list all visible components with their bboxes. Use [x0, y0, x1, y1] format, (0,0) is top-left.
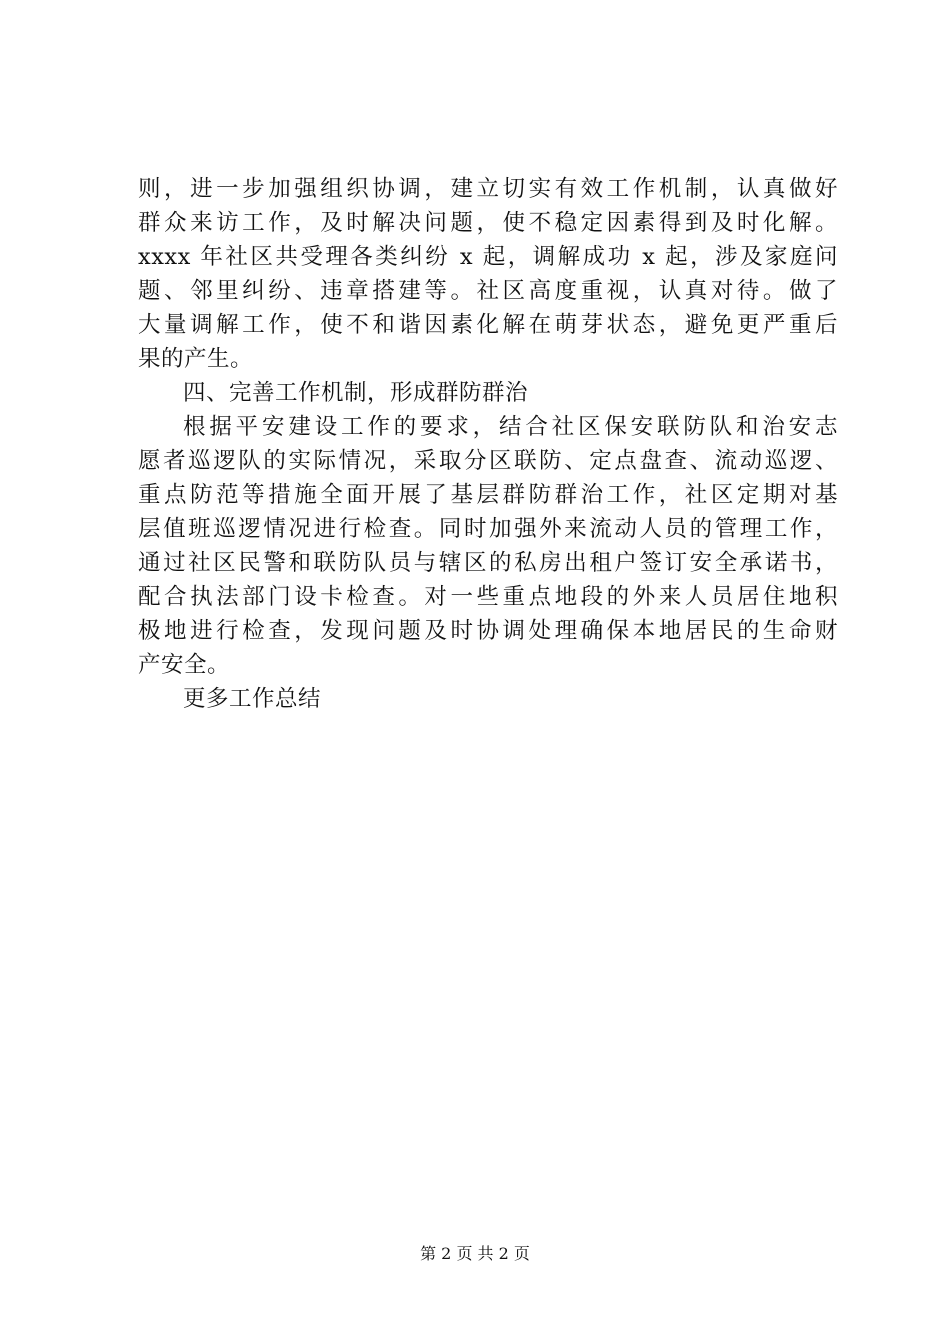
document-body [138, 172, 838, 716]
paragraph-line: 大量调解工作，使不和谐因素化解在萌芽状态，避免更严重后 [138, 312, 838, 338]
paragraph-line: 根据平安建设工作的要求，结合社区保安联防队和治安志 [183, 414, 838, 440]
paragraph-line: 则，进一步加强组织协调，建立切实有效工作机制，认真做好 [138, 176, 838, 202]
paragraph-line: 愿者巡逻队的实际情况，采取分区联防、定点盘查、流动巡逻、 [138, 448, 838, 474]
paragraph-line: 题、邻里纠纷、违章搭建等。社区高度重视，认真对待。做了 [138, 278, 838, 304]
paragraph-line: 层值班巡逻情况进行检查。同时加强外来流动人员的管理工作， [138, 516, 838, 542]
paragraph-line: 果的产生。 [138, 346, 254, 372]
paragraph-line: 群众来访工作，及时解决问题，使不稳定因素得到及时化解。 [138, 210, 838, 236]
paragraph-line: 配合执法部门设卡检查。对一些重点地段的外来人员居住地积 [138, 584, 838, 610]
paragraph-line: 产安全。 [138, 652, 231, 678]
section-heading: 四、完善工作机制，形成群防群治 [183, 380, 529, 406]
paragraph-line: 通过社区民警和联防队员与辖区的私房出租户签订安全承诺书， [138, 550, 838, 576]
page-number-footer: 第 2 页 共 2 页 [420, 1244, 530, 1263]
paragraph-line: xxxx 年社区共受理各类纠纷 x 起，调解成功 x 起，涉及家庭问 [138, 244, 838, 270]
more-summary-link[interactable]: 更多工作总结 [183, 686, 322, 712]
paragraph-line: 重点防范等措施全面开展了基层群防群治工作，社区定期对基 [138, 482, 838, 508]
paragraph-line: 极地进行检查，发现问题及时协调处理确保本地居民的生命财 [138, 618, 838, 644]
